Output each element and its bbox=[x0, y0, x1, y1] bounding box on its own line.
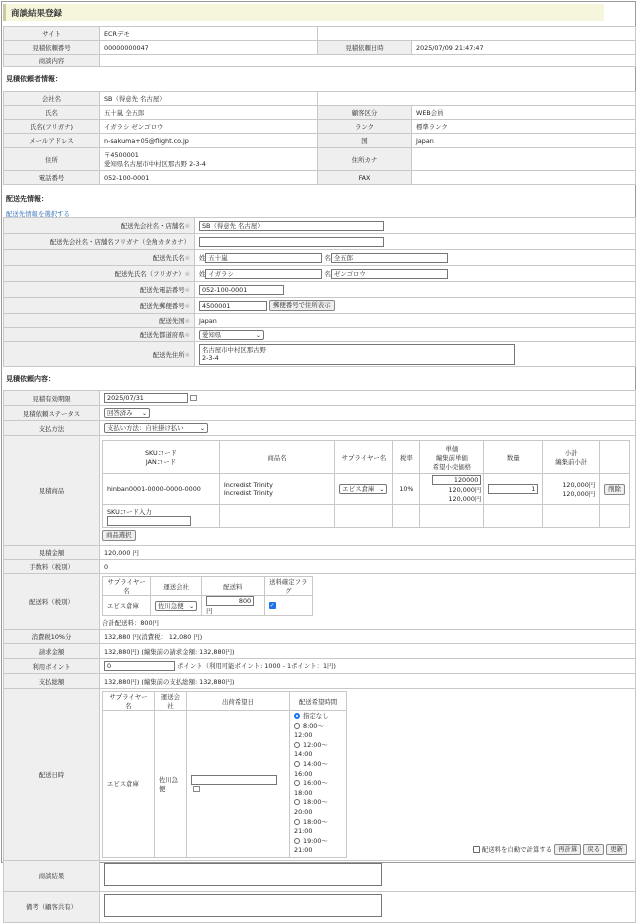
billing-value: 132,880円) (編集前の請求金額: 132,880円) bbox=[100, 644, 636, 659]
valid-date-input[interactable]: 2025/07/31 bbox=[104, 393, 188, 403]
ship-fee-confirmed-checkbox[interactable]: ✓ bbox=[269, 602, 275, 609]
time-option[interactable]: 8:00〜12:00 bbox=[294, 721, 324, 740]
chevron-down-icon: ⌄ bbox=[255, 331, 261, 339]
shipping-heading: 配送先情報： bbox=[6, 195, 48, 203]
ship-company-input[interactable]: SB（得意先 名古屋） bbox=[199, 221, 384, 231]
shipping-table: 配送先会社名・店舗名※ SB（得意先 名古屋） 配送先会社名・店舗名フリガナ（全角カタカナ） 配送先氏名※ 姓 五十嵐 名 全五郎 配送先氏名（フリガナ）※ 姓 イガラシ 名 ゼンゴロウ 配送先電話番号※ 052-100-0001 配送先郵便番号※ 4500001 郵便番号で住所表示 配送先国※ Japan 配送先都道府県※ 愛知県 ⌄ 配送先住所※ 名古屋市中村区那古野 2-3-4 bbox=[3, 217, 636, 367]
time-option[interactable]: 18:00〜21:00 bbox=[294, 817, 328, 836]
points-note: ポイント（利用可能ポイント: 1000 - 1ポイント：1円) bbox=[177, 662, 336, 670]
result-label: 商談結果 bbox=[4, 860, 100, 891]
fax-label: FAX bbox=[318, 171, 412, 185]
time-option[interactable]: 12:00〜14:00 bbox=[294, 740, 328, 759]
ship-address-label: 配送先住所 bbox=[152, 350, 185, 359]
page-title: 商談結果登録 bbox=[3, 4, 604, 21]
email-value: n-sakuma+05@flight.co.jp bbox=[100, 134, 318, 148]
item-price-input[interactable]: 120000 bbox=[432, 475, 481, 485]
ship-country-value: Japan bbox=[195, 314, 636, 328]
postal-value: 〒4500001 bbox=[104, 151, 139, 159]
class-value: WEB会員 bbox=[412, 106, 636, 120]
quote-date-value: 2025/07/09 21:47:47 bbox=[412, 41, 636, 55]
basic-info-table bbox=[3, 26, 636, 67]
payment-label: 支払方法 bbox=[4, 421, 100, 436]
ship-last-kana-input[interactable]: イガラシ bbox=[205, 269, 322, 279]
site-label: サイト bbox=[4, 27, 100, 41]
fee-value: 0 bbox=[100, 560, 636, 574]
name-label: 氏名 bbox=[4, 106, 100, 120]
postal-lookup-button[interactable]: 郵便番号で住所表示 bbox=[269, 300, 335, 311]
kana-value: イガラシ ゼンゴロウ bbox=[100, 120, 318, 134]
recalc-button[interactable]: 再計算 bbox=[554, 844, 581, 855]
fee-label: 手数料（税別） bbox=[4, 560, 100, 574]
items-label: 見積商品 bbox=[4, 436, 100, 546]
requester-heading: 見積依頼者情報： bbox=[6, 75, 62, 83]
item-supplier-select[interactable]: エビス倉庫 ⌄ bbox=[339, 484, 387, 494]
phone-label: 電話番号 bbox=[4, 171, 100, 185]
ship-date-input[interactable] bbox=[191, 775, 277, 785]
time-option[interactable]: 16:00〜18:00 bbox=[294, 779, 328, 797]
tax-label: 消費税10%分 bbox=[4, 630, 100, 644]
chevron-down-icon: ⌄ bbox=[141, 410, 147, 417]
chevron-down-icon: ⌄ bbox=[199, 425, 205, 432]
rank-label: ランク bbox=[318, 120, 412, 134]
result-textarea[interactable] bbox=[104, 863, 382, 886]
status-select[interactable]: 回答済み ⌄ bbox=[104, 408, 150, 418]
ship-pref-label: 配送先都道府県 bbox=[139, 331, 185, 339]
name-value: 五十嵐 全五郎 bbox=[100, 106, 318, 120]
time-radio-group bbox=[290, 711, 347, 858]
time-option[interactable]: 19:00〜21:00 bbox=[294, 836, 328, 855]
select-shipping-link[interactable]: 配送先情報を選択する bbox=[6, 210, 70, 218]
delivery-label: 配送日時 bbox=[4, 689, 100, 861]
ship-country-label: 配送先国 bbox=[159, 317, 185, 325]
company-value: SB（得意先 名古屋） bbox=[100, 92, 318, 106]
carrier-select[interactable]: 佐川急便 ⌄ bbox=[155, 601, 197, 611]
email-label: メールアドレス bbox=[4, 134, 100, 148]
item-sku: hinban0001-0000-0000-0000 bbox=[103, 474, 220, 505]
sku-input[interactable] bbox=[107, 516, 191, 526]
ship-phone-label: 配送先電話番号 bbox=[139, 286, 185, 294]
billing-label: 請求金額 bbox=[4, 644, 100, 659]
quote-no-value: 00000000047 bbox=[100, 41, 318, 55]
site-value: ECRデモ bbox=[100, 27, 318, 41]
time-option[interactable]: 指定なし bbox=[294, 712, 342, 722]
item-tax: 10% bbox=[393, 474, 420, 505]
requester-table bbox=[3, 91, 636, 185]
ship-first-name-input[interactable]: 全五郎 bbox=[331, 253, 448, 263]
auto-calc-label: 配送料を自動で計算する bbox=[481, 845, 553, 854]
country-label: 国 bbox=[318, 134, 412, 148]
ship-first-kana-input[interactable]: ゼンゴロウ bbox=[331, 269, 448, 279]
items-table: SKUコード JANコード 商品名 サプライヤー名 税率 単価 編集前単価 希望小売価格 数量 小計 編集前小計 hinban0001-0000-0000-0000 Incredist Trinity Incredist Trinity エビス倉庫 ⌄ 10% 120000 120,000円 120,000円 1 120,000円 120,000円 削除 SKUコード入力 bbox=[102, 440, 630, 528]
select-product-button[interactable]: 商品選択 bbox=[102, 530, 136, 541]
ship-fee-label: 配送料（税別） bbox=[4, 574, 100, 630]
total-label: 支払総額 bbox=[4, 674, 100, 689]
calendar-icon[interactable] bbox=[190, 395, 197, 401]
valid-label: 見積有効期限 bbox=[4, 391, 100, 406]
rank-value: 標準ランク bbox=[412, 120, 636, 134]
ship-pref-select[interactable]: 愛知県 ⌄ bbox=[199, 330, 264, 340]
ship-postal-label: 配送先郵便番号 bbox=[139, 302, 185, 310]
ship-name-label: 配送先氏名 bbox=[152, 254, 185, 262]
address-label: 住所 bbox=[4, 148, 100, 171]
total-value: 132,880円) (編集前の支払総額: 132,880円) bbox=[100, 674, 636, 689]
ship-company-label: 配送先会社名・店舗名 bbox=[120, 222, 185, 230]
note-label: 備考（顧客共有） bbox=[4, 891, 100, 922]
delivery-table: サプライヤー名 運送会社 出荷希望日 配送希望時間 エビス倉庫 佐川急便 指定なし 8:00〜12:00 12:00〜14:00 14:00〜16:00 16:00〜18:00 18:00〜20:00 18:00〜21:00 19:00〜21:00 bbox=[102, 691, 347, 858]
item-product: Incredist Trinity Incredist Trinity bbox=[219, 474, 335, 505]
time-option[interactable]: 18:00〜20:00 bbox=[294, 798, 328, 816]
points-label: 利用ポイント bbox=[4, 659, 100, 674]
sku-input-label: SKUコード入力 bbox=[107, 507, 152, 516]
class-label: 顧客区分 bbox=[318, 106, 412, 120]
talk-label: 商談内容 bbox=[4, 55, 100, 67]
address-line: 愛知県名古屋市中村区那古野 2-3-4 bbox=[104, 160, 206, 168]
ship-company-kana-input[interactable] bbox=[199, 237, 384, 247]
auto-calc-checkbox[interactable] bbox=[473, 846, 480, 853]
address-value bbox=[100, 148, 318, 171]
payment-select[interactable]: 支払い方法：自社掛け払い ⌄ bbox=[104, 423, 208, 433]
ship-fee-table: サプライヤー名 運送会社 配送料 送料確定フラグ エビス倉庫 佐川急便 ⌄ 800円 ✓ bbox=[102, 576, 313, 616]
page bbox=[1, 1, 636, 912]
ship-company-kana-label: 配送先会社名・店舗名フリガナ（全角カタカナ） bbox=[4, 234, 195, 250]
chevron-down-icon: ⌄ bbox=[379, 486, 385, 493]
delete-item-button[interactable]: 削除 bbox=[604, 484, 625, 495]
ship-address-textarea[interactable]: 名古屋市中村区那古野 2-3-4 bbox=[199, 344, 515, 365]
amount-label: 見積金額 bbox=[4, 546, 100, 560]
address-kana-label: 住所カナ bbox=[318, 148, 412, 171]
quote-date-label: 見積依頼日時 bbox=[318, 41, 412, 55]
calendar-icon[interactable] bbox=[193, 786, 200, 792]
amount-value: 120,000 円 bbox=[100, 546, 636, 560]
quote-no-label: 見積依頼番号 bbox=[4, 41, 100, 55]
note-textarea[interactable] bbox=[104, 894, 382, 917]
phone-value: 052-100-0001 bbox=[100, 171, 318, 185]
time-option[interactable]: 14:00〜16:00 bbox=[294, 759, 328, 778]
chevron-down-icon: ⌄ bbox=[189, 602, 195, 610]
points-input[interactable]: 0 bbox=[104, 661, 175, 671]
ship-last-name-input[interactable]: 五十嵐 bbox=[205, 253, 322, 263]
country-value: Japan bbox=[412, 134, 636, 148]
ship-kana-label: 配送先氏名（フリガナ） bbox=[114, 270, 185, 278]
ship-fee-input[interactable]: 800 bbox=[206, 596, 254, 606]
company-label: 会社名 bbox=[4, 92, 100, 106]
item-row: hinban0001-0000-0000-0000 Incredist Trinity Incredist Trinity エビス倉庫 ⌄ 10% 120000 120,000円 120,000円 1 120,000円 120,000円 削除 bbox=[103, 474, 630, 505]
ship-postal-input[interactable]: 4500001 bbox=[199, 301, 267, 311]
tax-value: 132,880 円(消費税： 12,080 円) bbox=[100, 630, 636, 644]
quote-heading: 見積依頼内容： bbox=[6, 375, 55, 383]
status-label: 見積依頼ステータス bbox=[4, 406, 100, 421]
update-button[interactable]: 更新 bbox=[606, 844, 627, 855]
ship-phone-input[interactable]: 052-100-0001 bbox=[199, 285, 284, 295]
footer-actions bbox=[473, 844, 627, 855]
back-button[interactable]: 戻る bbox=[583, 844, 604, 855]
ship-total: 合計配送料：800円 bbox=[102, 619, 159, 627]
item-qty-input[interactable]: 1 bbox=[488, 484, 538, 494]
kana-label: 氏名(フリガナ) bbox=[4, 120, 100, 134]
quote-table bbox=[3, 390, 636, 923]
